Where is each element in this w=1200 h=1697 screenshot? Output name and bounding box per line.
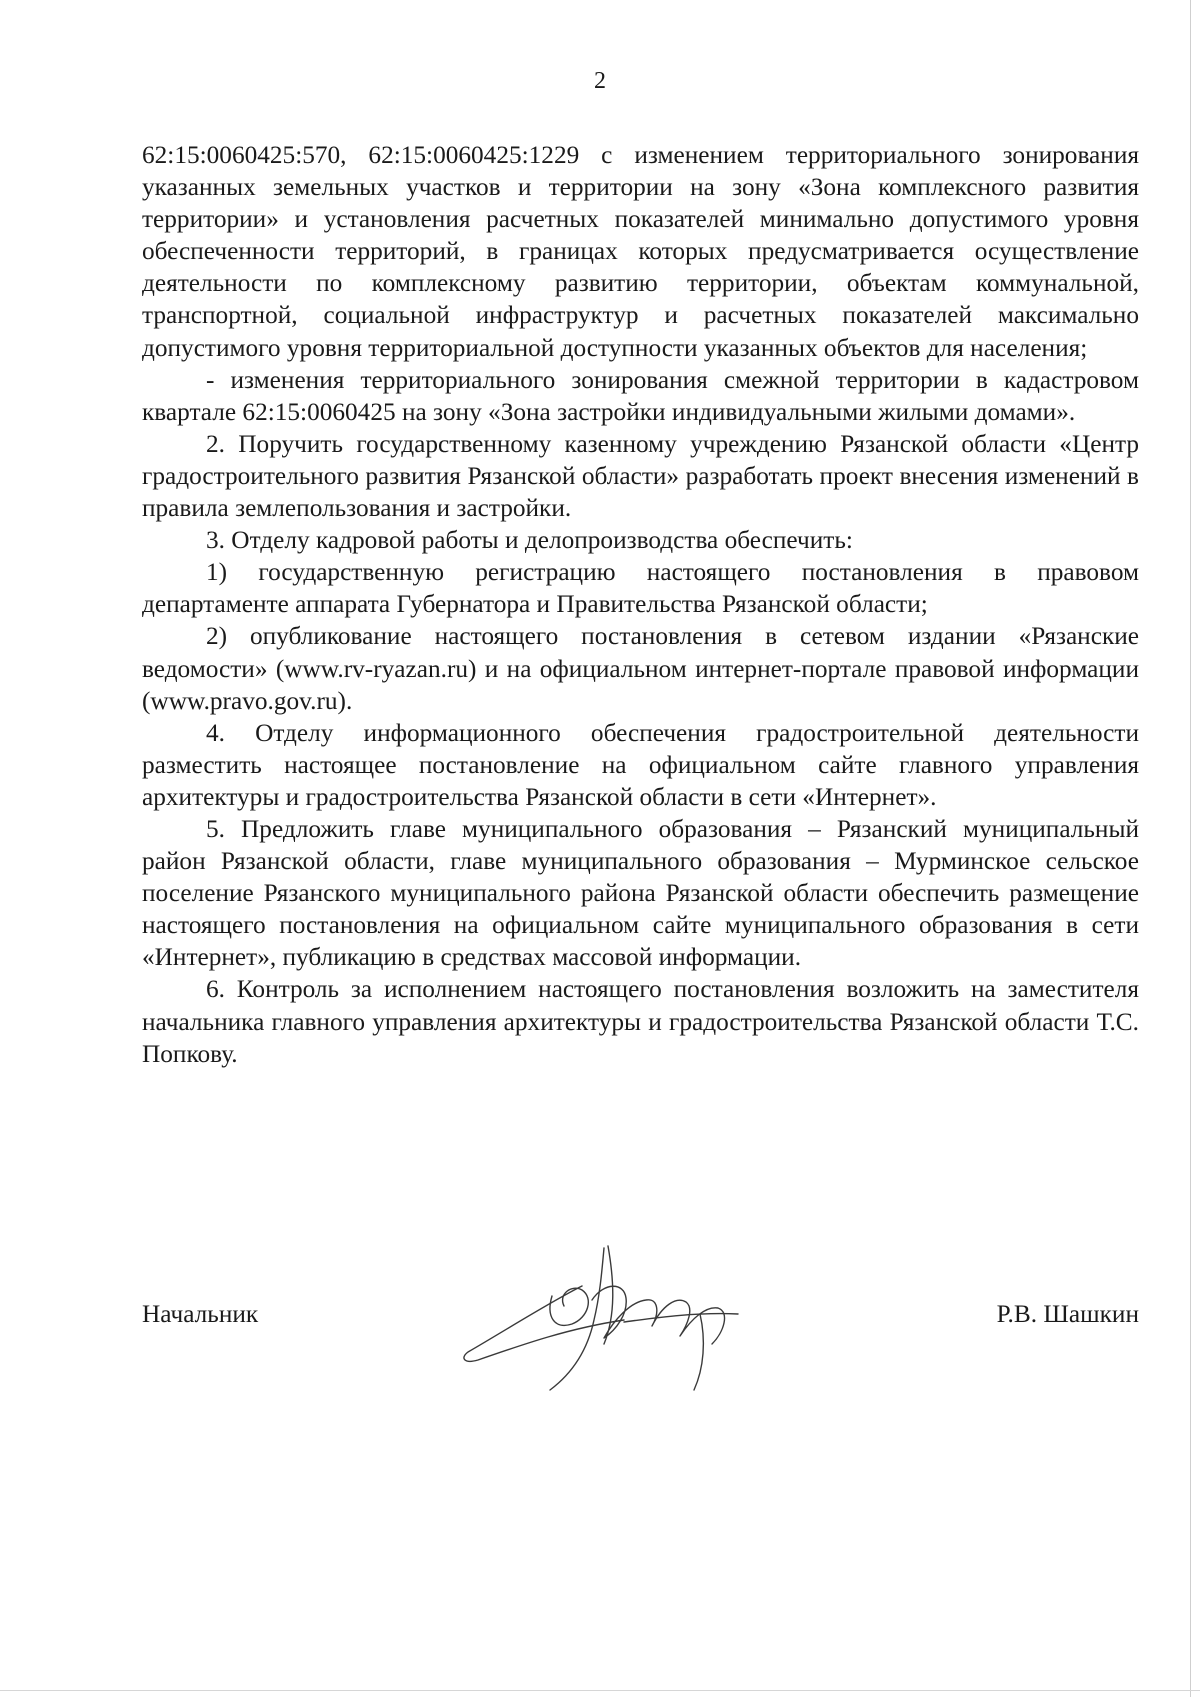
document-body bbox=[142, 139, 1139, 1070]
signer-name: Р.В. Шашкин bbox=[996, 1300, 1139, 1328]
paragraph-item-3-1: 1) государственную регистрацию настоящего постановления в правовом департаменте аппарата Губернатора и Правительства Рязанской области; bbox=[142, 558, 1139, 619]
position-title: Начальник bbox=[142, 1300, 259, 1328]
paragraph-item-5: 5. Предложить главе муниципального образования – Рязанский муниципальный район Рязанской области, главе муниципального образования – Мурминское сельское поселение Рязанского муниципального района Рязанской области обеспечить размещение настоящего постановления на официальном сайте муниципального образования в сети «Интернет», публикацию в средствах массовой информации. bbox=[142, 814, 1139, 972]
scan-edge-bottom bbox=[0, 1690, 1200, 1691]
paragraph-adjacent-zoning: - изменения территориального зонирования смежной территории в кадастровом квартале 62:15:0060425 на зону «Зона застройки индивидуальными жилыми домами». bbox=[142, 365, 1139, 426]
paragraph-item-6: 6. Контроль за исполнением настоящего постановления возложить на заместителя начальника главного управления архитектуры и градостроительства Рязанской области Т.С. Попкову. bbox=[142, 975, 1139, 1068]
paragraph-cadastral-continuation: 62:15:0060425:570, 62:15:0060425:1229 с изменением территориального зонирования указанных земельных участков и территории на зону «Зона комплексного развития территории» и установления расчетных показателей минимально допустимого уровня обеспеченности территорий, в границах которых предусматривается осуществление деятельности по комплексному развитию территории, объектам коммунальной, транспортной, социальной инфраструктур и расчетных показателей максимально допустимого уровня территориальной доступности указанных объектов для населения; bbox=[142, 141, 1139, 362]
paragraph-item-3: 3. Отделу кадровой работы и делопроизводства обеспечить: bbox=[206, 526, 853, 555]
paragraph-item-3-2: 2) опубликование настоящего постановления в сетевом издании «Рязанские ведомости» (www.rv-ryazan.ru) и на официальном интернет-портале правовой информации (www.pravo.gov.ru). bbox=[142, 622, 1139, 715]
paragraph-item-4: 4. Отделу информационного обеспечения градостроительной деятельности разместить настоящее постановление на официальном сайте главного управления архитектуры и градостроительства Рязанской области в сети «Интернет». bbox=[142, 718, 1139, 811]
handwritten-signature bbox=[454, 1240, 742, 1396]
paragraph-item-2: 2. Поручить государственному казенному учреждению Рязанской области «Центр градостроительного развития Рязанской области» разработать проект внесения изменений в правила землепользования и застройки. bbox=[142, 429, 1139, 523]
scan-edge-right bbox=[1190, 0, 1191, 1697]
page-number: 2 bbox=[594, 68, 606, 94]
signature-block bbox=[142, 1298, 1139, 1418]
